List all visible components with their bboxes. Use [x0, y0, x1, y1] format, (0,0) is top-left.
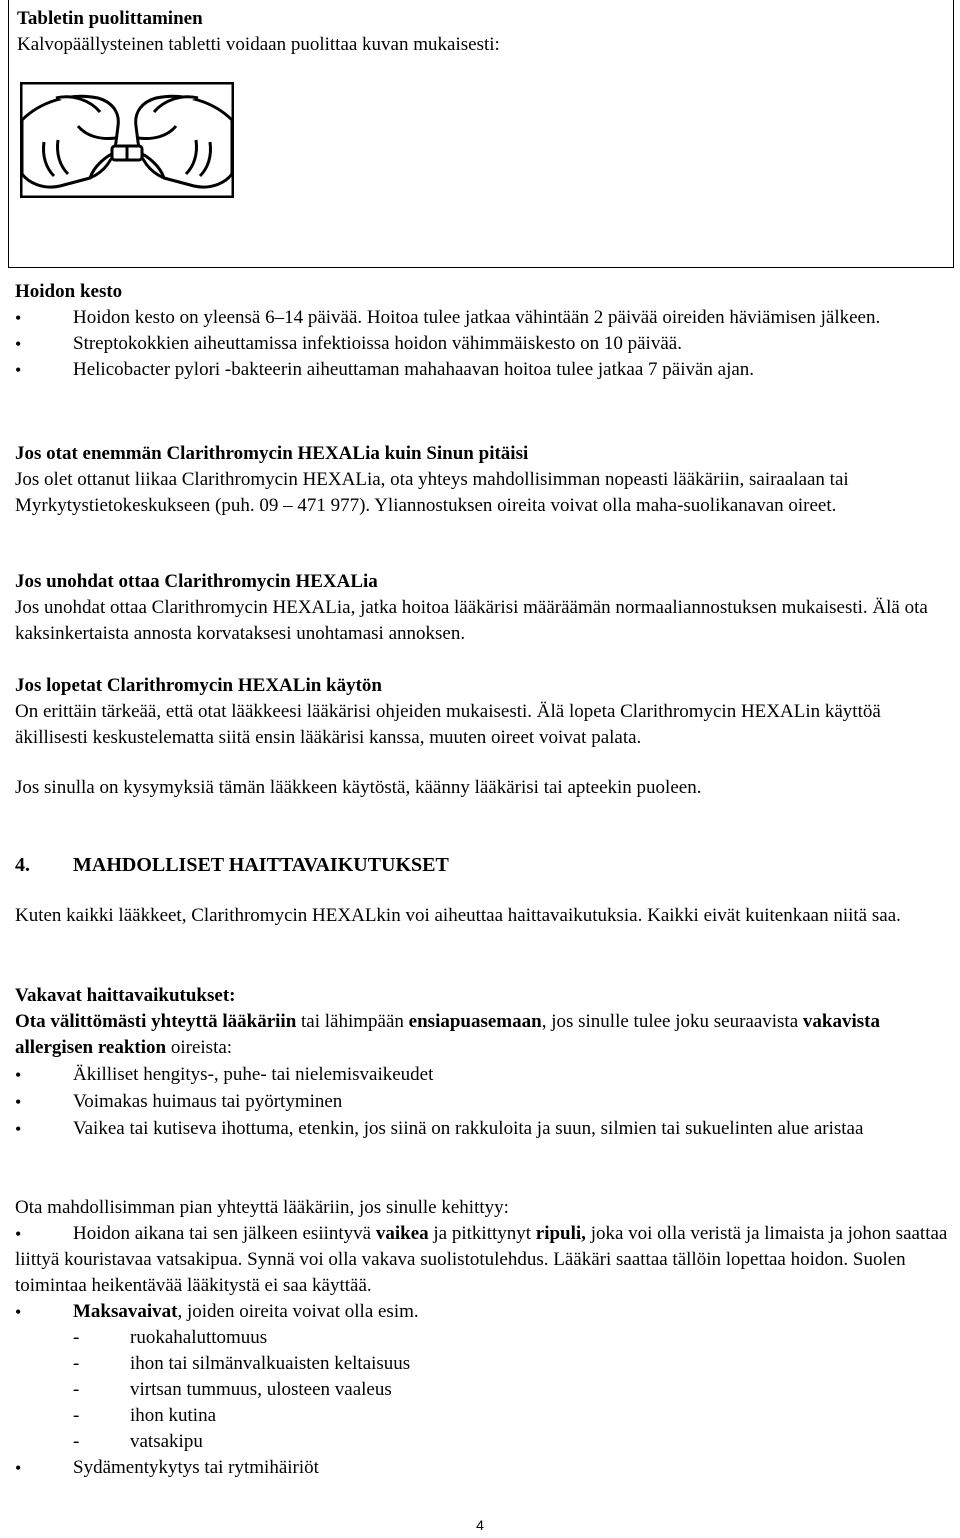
body-text: ja pitkittynyt — [428, 1223, 536, 1244]
serious-effects-section — [15, 983, 950, 1142]
emphasis-text: Ota välittömästi yhteyttä lääkäriin — [15, 1011, 297, 1032]
list-item — [15, 1299, 950, 1455]
forgot-dose-section — [15, 569, 950, 647]
body-text: tai lähimpään — [296, 1011, 409, 1032]
contact-doctor-section — [15, 1195, 950, 1481]
contact-list — [15, 1221, 950, 1481]
list-item: • Hoidon kesto on yleensä 6–14 päivää. Hoitoa tulee jatkaa vähintään 2 päivää oireiden häviämisen jälkeen. — [15, 305, 950, 331]
emphasis-text: vakavista allergisen reaktion — [15, 1011, 880, 1058]
section-intro: Kuten kaikki lääkkeet, Clarithromycin HEXALkin voi aiheuttaa haittavaikutuksia. Kaikki eivät kuitenkaan niitä saa. — [15, 905, 901, 926]
list-item: - virtsan tummuus, ulosteen vaaleus — [15, 1377, 950, 1403]
list-item: • Streptokokkien aiheuttamissa infektioissa hoidon vähimmäiskesto on 10 päivää. — [15, 331, 950, 357]
stop-treatment-section — [15, 673, 950, 751]
stop-heading: Jos lopetat Clarithromycin HEXALin käytön — [15, 675, 383, 696]
section-number: 4. — [15, 854, 30, 876]
list-item — [15, 1221, 950, 1299]
forgot-heading: Jos unohdat ottaa Clarithromycin HEXALia — [15, 571, 378, 592]
body-text: joka voi olla veristä ja limaista ja johon saattaa liittyä kouristavaa vatsakipua. Synnä voi olla vakava suolistotulehdus. Lääkäri saattaa tällöin lopettaa hoidon. Suolen toimintaa heikentävää lääkitystä ei saa käyttää. — [15, 1223, 948, 1296]
box-subtitle: Kalvopäällysteinen tabletti voidaan puolittaa kuvan mukaisesti: — [17, 34, 500, 55]
list-item: • Sydämentykytys tai rytmihäiriöt — [15, 1455, 950, 1481]
list-item: - vatsakipu — [15, 1429, 950, 1455]
list-item: - ruokahaluttomuus — [15, 1325, 950, 1351]
list-item: - ihon kutina — [15, 1403, 950, 1429]
list-item: - ihon tai silmänvalkuaisten keltaisuus — [15, 1351, 950, 1377]
emphasis-text: vaikea — [375, 1223, 429, 1244]
serious-list — [15, 1062, 950, 1142]
liver-symptom-list — [15, 1325, 950, 1455]
body-text: oireista: — [166, 1037, 233, 1058]
emphasis-text: Maksavaivat — [73, 1301, 178, 1322]
tablet-splitting-box — [8, 0, 954, 268]
serious-heading: Vakavat haittavaikutukset: — [15, 985, 236, 1006]
section-title: MAHDOLLISET HAITTAVAIKUTUKSET — [73, 854, 449, 876]
forgot-text: Jos unohdat ottaa Clarithromycin HEXALia, jatka hoitoa lääkärisi määräämän normaaliannostuksen mukaisesti. Älä ota kaksinkertaista annosta korvataksesi unohtamasi annoksen. — [15, 597, 928, 644]
section-heading — [15, 852, 950, 878]
emphasis-text: ensiapuasemaan — [408, 1011, 542, 1032]
list-item: • Helicobacter pylori -bakteerin aiheuttaman mahahaavan hoitoa tulee jatkaa 7 päivän ajan. — [15, 357, 950, 383]
body-text: , jos sinulle tulee joku seuraavista — [541, 1011, 803, 1032]
overdose-text: Jos olet ottanut liikaa Clarithromycin HEXALia, ota yhteys mahdollisimman nopeasti lääkäriin, sairaalaan tai Myrkytystietokeskukseen (puh. 09 – 471 977). Yliannostuksen oireita voivat olla maha-suolikanavan oireet. — [15, 469, 849, 516]
treatment-duration-section — [15, 279, 950, 383]
contact-intro: Ota mahdollisimman pian yhteyttä lääkäriin, jos sinulle kehittyy: — [15, 1197, 509, 1218]
box-title: Tabletin puolittaminen — [17, 8, 203, 29]
list-item: • Voimakas huimaus tai pyörtyminen — [15, 1089, 950, 1115]
body-text: , joiden oireita voivat olla esim. — [177, 1301, 419, 1322]
duration-list — [15, 305, 950, 383]
list-item: • Äkilliset hengitys-, puhe- tai nielemisvaikeudet — [15, 1062, 950, 1088]
page-number: 4 — [476, 1517, 484, 1533]
tablet-splitting-illustration — [20, 82, 234, 198]
section-4 — [15, 852, 950, 929]
body-text: Hoidon aikana tai sen jälkeen esiintyvä — [73, 1223, 376, 1244]
emphasis-text: ripuli, — [535, 1223, 586, 1244]
duration-heading: Hoidon kesto — [15, 281, 123, 302]
overdose-section — [15, 441, 950, 519]
stop-text: On erittäin tärkeää, että otat lääkkeesi lääkärisi ohjeiden mukaisesti. Älä lopeta Clarithromycin HEXALin käyttöä äkillisesti keskustelematta siitä ensin lääkärisi kanssa, muuten oireet voivat palata. — [15, 701, 881, 748]
list-item: • Vaikea tai kutiseva ihottuma, etenkin, jos siinä on rakkuloita ja suun, silmien tai sukuelinten alue aristaa — [15, 1116, 950, 1142]
overdose-heading: Jos otat enemmän Clarithromycin HEXALia kuin Sinun pitäisi — [15, 443, 529, 464]
questions-text: Jos sinulla on kysymyksiä tämän lääkkeen käytöstä, käänny lääkärisi tai apteekin puoleen. — [15, 777, 702, 798]
serious-instructions — [15, 1009, 950, 1061]
questions-section — [15, 775, 950, 801]
